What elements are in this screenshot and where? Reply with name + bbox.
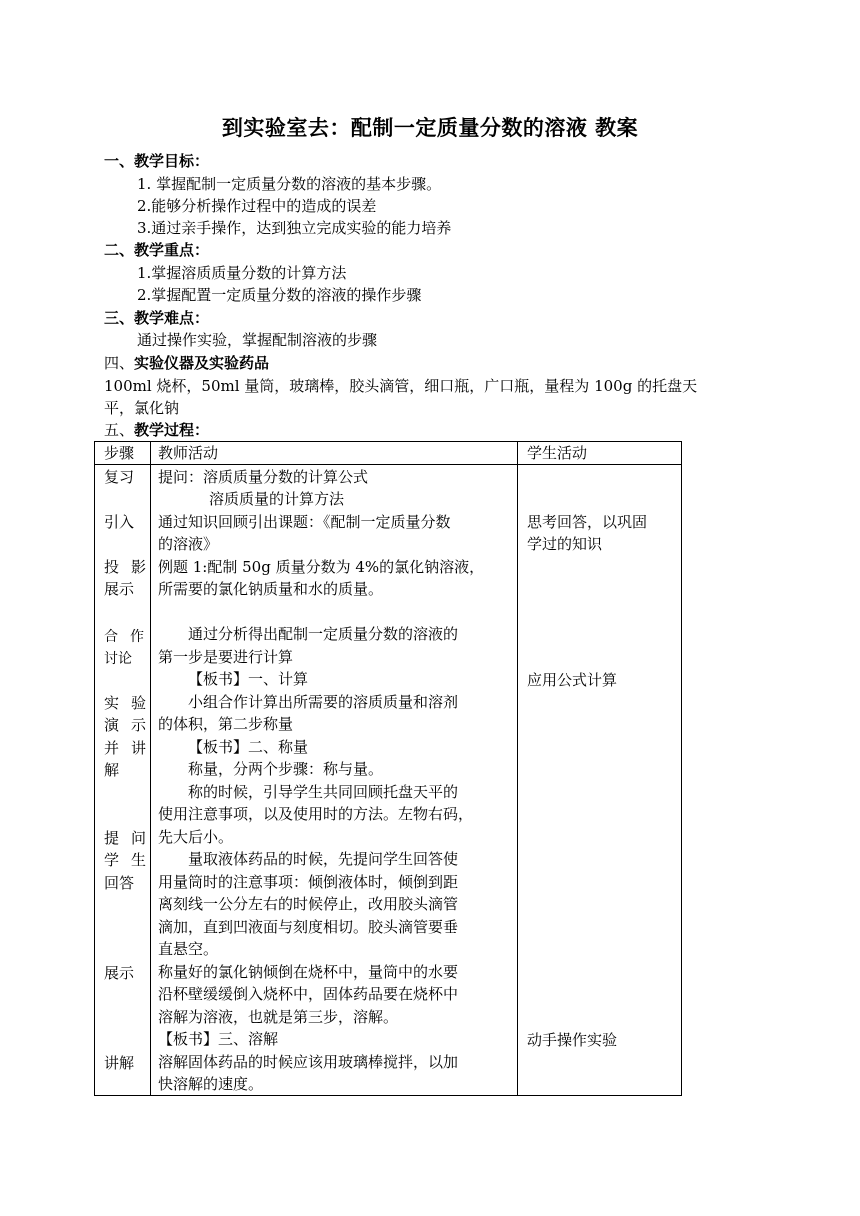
section-heading-difficulties: 三、教学难点： <box>104 309 210 327</box>
table-header-row <box>95 442 682 465</box>
table-body-row <box>95 465 682 1096</box>
teacher-line: 溶质质量的计算方法 <box>209 490 345 508</box>
teacher-column-cell <box>151 465 518 1096</box>
step-label: 实验 <box>104 694 159 712</box>
difficulty-item: 通过操作实验，掌握配制溶液的步骤 <box>137 331 378 349</box>
teacher-line: 称量好的氯化钠倾倒在烧杯中，量筒中的水要 <box>158 963 459 981</box>
step-label: 提问 <box>104 829 159 847</box>
header-step: 步骤 <box>95 442 151 465</box>
materials-line: 100ml 烧杯，50ml 量筒，玻璃棒，胶头滴管，细口瓶，广口瓶，量程为 100g 的托盘天 <box>104 377 698 395</box>
teacher-line: 的体积，第二步称量 <box>158 715 294 733</box>
teacher-line: 的溶液》 <box>158 535 219 553</box>
teacher-line: 例题 1:配制 50g 质量分数为 4%的氯化钠溶液， <box>158 558 485 576</box>
header-student: 学生活动 <box>518 442 682 465</box>
step-label: 讲解 <box>104 1054 135 1072</box>
section-heading-objectives: 一、教学目标： <box>104 152 210 170</box>
step-column-cell <box>95 465 159 1096</box>
teacher-line: 使用注意事项，以及使用时的方法。左物右码， <box>158 805 474 823</box>
document-title: 到实验室去：配制一定质量分数的溶液 教案 <box>221 115 639 140</box>
step-label: 并讲 <box>104 739 159 757</box>
objective-item: 2.能够分析操作过程中的造成的误差 <box>137 197 377 215</box>
section-title: 教学过程： <box>134 421 210 439</box>
step-label: 解 <box>104 761 120 779</box>
teacher-line: 溶解为溶液，也就是第三步，溶解。 <box>158 1008 399 1026</box>
student-line: 应用公式计算 <box>527 671 618 689</box>
header-teacher: 教师活动 <box>151 442 518 465</box>
step-label: 讨论 <box>104 651 132 667</box>
teacher-line: 【板书】二、称量 <box>188 738 309 756</box>
teacher-line: 称的时候，引导学生共同回顾托盘天平的 <box>188 783 459 801</box>
step-label: 回答 <box>104 874 135 892</box>
teacher-line: 溶解固体药品的时候应该用玻璃棒搅拌，以加 <box>158 1053 459 1071</box>
step-label: 投影 <box>104 558 159 576</box>
teacher-line: 所需要的氯化钠质量和水的质量。 <box>158 580 384 598</box>
teacher-line: 称量，分两个步骤：称与量。 <box>188 760 384 778</box>
teacher-line: 【板书】一、计算 <box>188 670 309 688</box>
student-column-cell <box>518 465 682 1096</box>
section-number: 四、 <box>104 354 135 372</box>
step-label: 引入 <box>104 513 135 531</box>
teacher-line: 通过知识回顾引出课题：《配制一定质量分数 <box>158 513 451 531</box>
teacher-line: 量取液体药品的时候，先提问学生回答使 <box>188 850 459 868</box>
step-label: 展示 <box>104 580 135 598</box>
teacher-line: 快溶解的速度。 <box>158 1075 264 1093</box>
objective-item: 3.通过亲手操作，达到独立完成实验的能力培养 <box>137 219 452 237</box>
step-label: 演示 <box>104 716 159 734</box>
step-label: 复习 <box>104 468 135 486</box>
step-label: 学生 <box>104 851 159 869</box>
teacher-line: 滴加，直到凹液面与刻度相切。胶头滴管要垂 <box>158 918 459 936</box>
teacher-line: 【板书】三、溶解 <box>158 1030 279 1048</box>
objective-item: 1. 掌握配制一定质量分数的溶液的基本步骤。 <box>137 175 442 193</box>
teacher-line: 先大后小。 <box>158 828 234 846</box>
section-title: 实验仪器及实验药品 <box>134 354 270 372</box>
teacher-line: 用量筒时的注意事项：倾倒液体时，倾倒到距 <box>158 873 459 891</box>
student-line: 学过的知识 <box>527 535 603 553</box>
materials-line: 平，氯化钠 <box>104 399 180 417</box>
step-label: 展示 <box>104 964 135 982</box>
teacher-line: 沿杯壁缓缓倒入烧杯中，固体药品要在烧杯中 <box>158 985 459 1003</box>
teacher-line: 通过分析得出配制一定质量分数的溶液的 <box>188 625 459 643</box>
step-label: 合作 <box>104 629 156 645</box>
teacher-line: 直悬空。 <box>158 940 219 958</box>
section-heading-key-points: 二、教学重点： <box>104 241 210 259</box>
key-point-item: 1.掌握溶质质量分数的计算方法 <box>137 264 347 282</box>
teacher-line: 提问：溶质质量分数的计算公式 <box>158 468 369 486</box>
section-heading-process <box>104 419 209 441</box>
student-line: 动手操作实验 <box>527 1031 618 1049</box>
teacher-line: 第一步是要进行计算 <box>158 648 294 666</box>
teacher-line: 离刻线一公分左右的时候停止，改用胶头滴管 <box>158 895 459 913</box>
key-point-item: 2.掌握配置一定质量分数的溶液的操作步骤 <box>137 286 422 304</box>
section-heading-materials <box>104 352 269 374</box>
teaching-process-table <box>94 441 682 1096</box>
student-line: 思考回答，以巩固 <box>527 513 648 531</box>
section-number: 五、 <box>104 421 135 439</box>
teacher-line: 小组合作计算出所需要的溶质质量和溶剂 <box>188 693 459 711</box>
